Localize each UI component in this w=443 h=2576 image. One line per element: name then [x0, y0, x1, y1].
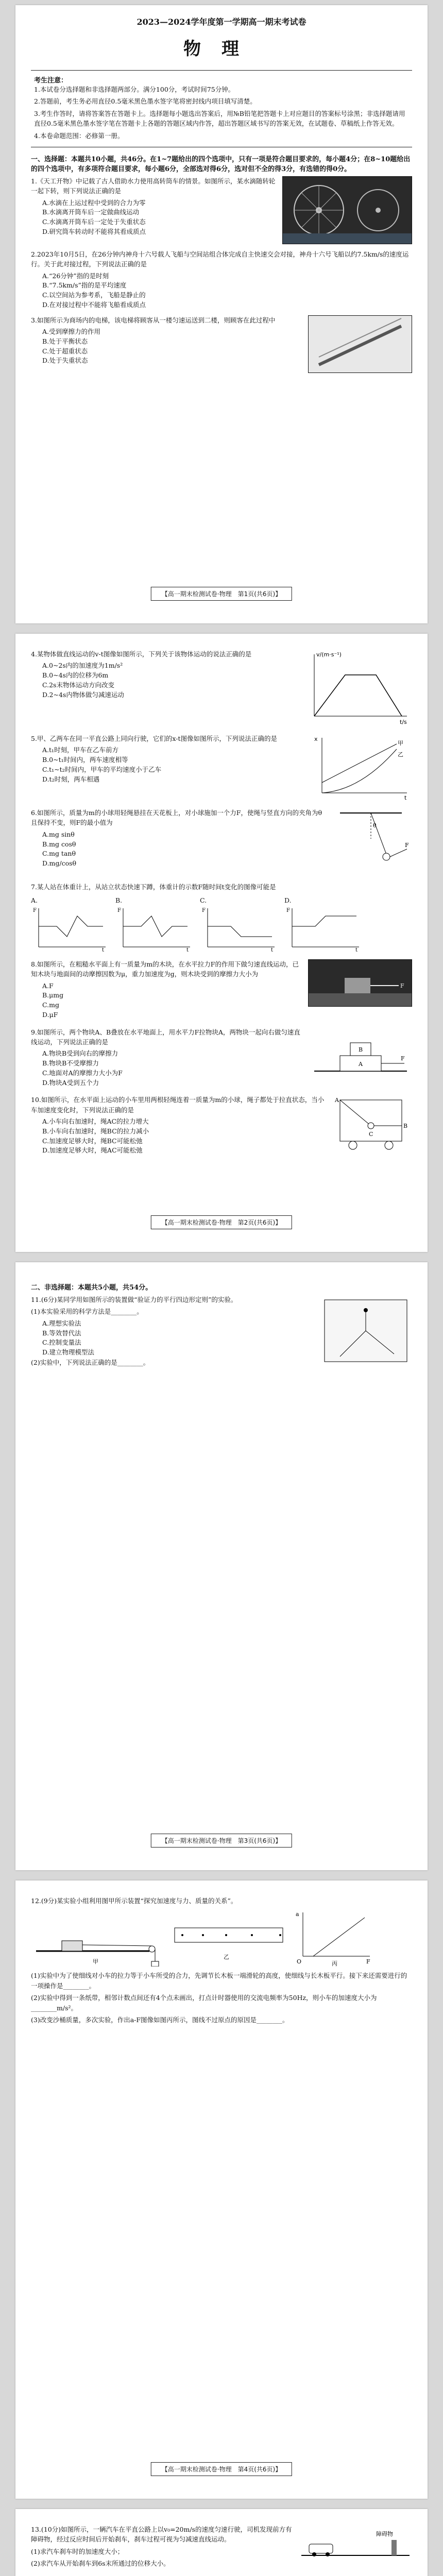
q12-figures — [31, 1910, 412, 1967]
q7-graph-a — [31, 906, 108, 952]
q7-option-a-label: A. — [31, 896, 38, 905]
q5-xt-graph — [309, 734, 412, 801]
q1-figure-waterwheel — [282, 176, 412, 244]
q9-figure — [309, 1027, 412, 1079]
q6-angle-label: θ — [373, 822, 377, 829]
q11-option-d: D.建立物理模型法 — [42, 1348, 95, 1356]
exam-notice — [31, 70, 412, 147]
q12-bing-label: 丙 — [332, 1960, 337, 1967]
q7-option-c-label: C. — [200, 896, 207, 905]
q5-option-a: A.t₁时刻，甲车在乙车前方 — [42, 746, 119, 754]
page-footer: 【高一期末检测试卷·物理 第4页(共6页)】 — [151, 2462, 292, 2476]
q13-part: (1)求汽车刹车时的加速度大小； — [31, 2547, 124, 2555]
q9-option-b: B.物块B不受摩擦力 — [42, 1059, 99, 1067]
xt-graph — [309, 734, 412, 801]
q7-option-b-label: B. — [115, 896, 123, 905]
q5-stem: 5.甲、乙两车在同一平直公路上同向行驶，它们的x-t图像如图所示，下列说法正确的是 — [31, 735, 278, 742]
q4-vt-graph — [299, 649, 412, 726]
cart-ball-diagram — [330, 1095, 412, 1151]
q3-figure-escalator — [308, 315, 412, 373]
q8-force-label: F — [400, 982, 404, 989]
notice-title: 考生注意： — [34, 77, 68, 84]
q7-option-a — [31, 895, 108, 952]
q13-figure — [299, 2524, 412, 2566]
q11-part: (1)本实验采用的科学方法是________。 — [31, 1308, 143, 1316]
q2-option-b: B.“7.5km/s”指的是平均速度 — [42, 281, 127, 290]
question-4 — [31, 649, 412, 726]
vt-graph — [299, 649, 412, 726]
paper-tape — [172, 1910, 285, 1967]
q5-taxis-label: t — [404, 794, 407, 801]
q6-figure — [330, 808, 412, 875]
q3-stem: 3.如图所示为商场内的电梯，该电梯将顾客从一楼匀速运送到二楼，则顾客在此过程中 — [31, 316, 276, 324]
q12-figure-jia — [31, 1910, 165, 1967]
q5-option-b: B.0~t₁时间内，两车速度相等 — [42, 756, 128, 764]
notice-item: 4.本卷命题范围：必修第一册。 — [34, 131, 124, 140]
q5-option-d: D.t₂时刻，两车相遇 — [42, 775, 100, 783]
q6-stem: 6.如图所示，质量为m的小球用轻绳悬挂在天花板上，对小球施加一个力F，使绳与竖直方向的夹角为θ且保持不变，则F的最小值为 — [31, 809, 322, 827]
q11-option-b: B.等效替代法 — [42, 1329, 81, 1337]
q6-option-d: D.mg/cosθ — [42, 859, 77, 867]
q11-figure — [319, 1295, 412, 1367]
q7-graph-b — [115, 906, 193, 952]
q7-option-d-label: D. — [284, 896, 292, 905]
hanging-ball-diagram — [330, 808, 412, 875]
a-F-graph — [293, 1910, 375, 1967]
waterwheel-image — [283, 177, 412, 244]
q4-option-a: A.0~2s内的加速度为1m/s² — [42, 662, 123, 670]
exam-page-2 — [15, 634, 428, 1252]
notice-item: 2.答题前，考生务必用直径0.5毫米黑色墨水签字笔将密封线内项目填写清楚。 — [34, 97, 257, 106]
q7-option-c — [200, 895, 277, 952]
q8-option-b: B.μmg — [42, 991, 64, 999]
q7-stem: 7.某人站在体重计上，从站立状态快速下蹲，体重计的示数F随时间t变化的图像可能是 — [31, 883, 276, 891]
q8-option-a: A.F — [42, 981, 54, 990]
question-11 — [31, 1295, 412, 1369]
page-footer: 【高一期末检测试卷·物理 第2页(共6页)】 — [151, 1215, 292, 1229]
q10-option-d: D.加速度足够大时，绳AC可能松弛 — [42, 1146, 143, 1155]
q6-force-label: F — [405, 842, 409, 849]
q4-option-d: D.2~4s内物体做匀减速运动 — [42, 690, 124, 699]
question-6 — [31, 808, 412, 875]
q12-graph-a-label: a — [296, 1911, 299, 1918]
exam-header: 2023—2024学年度第一学期高一期末考试卷 — [137, 17, 306, 27]
q12-stem: 12.(9分)某实验小组利用图甲所示装置“探究加速度与力、质量的关系”。 — [31, 1897, 237, 1905]
section-nonchoice-heading: 二、非选择题：本题共5小题，共54分。 — [31, 1284, 152, 1292]
q7-graph-a-F: F — [33, 907, 37, 913]
q5-option-c: C.t₁~t₂时间内，甲车的平均速度小于乙车 — [42, 765, 162, 773]
q7-graph-d-t: t — [355, 947, 358, 952]
q5-yi-label: 乙 — [398, 751, 403, 758]
question-2 — [31, 249, 412, 310]
stacked-blocks-diagram — [309, 1027, 412, 1079]
section-choice-heading: 一、选择题：本题共10小题，共46分。在1~7题给出的四个选项中，只有一项是符合题目要求的，每小题4分；在8~10题给出的四个选项中，有多项符合题目要求，每小题6分，全部选对得6分，选对但不全的得3分，有选错的得0分。 — [31, 155, 411, 173]
q1-option-a: A.水滴在上运过程中受到的合力为零 — [42, 198, 146, 207]
question-12 — [31, 1896, 412, 2025]
question-3 — [31, 315, 412, 373]
q7-option-d — [284, 895, 362, 952]
q10-label-a: A — [335, 1097, 339, 1104]
car-obstacle-diagram — [299, 2524, 412, 2566]
q3-option-a: A.受到摩擦力的作用 — [42, 328, 101, 335]
q12-part: (1)实验中为了使细线对小车的拉力等于小车所受的合力，先调节长木板一端滑轮的高度，使细线与长木板平行。接下来还需要进行的一项操作是________。 — [31, 1972, 407, 1990]
q6-option-a: A.mg sinθ — [42, 830, 75, 838]
q12-figure-yi — [172, 1910, 285, 1967]
q7-option-b — [115, 895, 193, 952]
q10-stem: 10.如图所示，在水平面上运动的小车里用两根轻绳连着一质量为m的小球，绳子都处于拉直状态，当小车加速度变化时，下列说法正确的是 — [31, 1096, 325, 1114]
q13-obstacle-label: 障碍物 — [376, 2531, 393, 2537]
q8-stem: 8.如图所示，在粗糙水平面上有一质量为m的木块，在水平拉力F的作用下做匀速直线运动，已知木块与地面间的动摩擦因数为μ，重力加速度为g，则木块受到的摩擦力大小为 — [31, 960, 299, 978]
q13-part: (2)求汽车从开始刹车到6s末所通过的位移大小。 — [31, 2560, 170, 2568]
q4-option-c: C.2s末物体运动方向改变 — [42, 681, 114, 689]
q8-option-c: C.mg — [42, 1001, 59, 1009]
q11-part: (2)实验中，下列说法正确的是________。 — [31, 1358, 150, 1366]
q5-xaxis-label: x — [314, 736, 318, 742]
q2-option-d: D.在对接过程中不能将飞船看成质点 — [42, 300, 146, 309]
question-13 — [31, 2524, 412, 2571]
q9-label-b: B — [359, 1046, 363, 1053]
cart-track-setup — [31, 1910, 165, 1967]
q8-photo — [308, 959, 412, 1007]
q2-stem: 2.2023年10月5日，在26分钟内神舟十六号载人飞船与空间站组合体完成自主快速交会对接，神舟十六号飞船以约7.5km/s的速度运行。关于此对接过程，下列说法正确的是 — [31, 250, 409, 268]
q10-label-c: C — [369, 1131, 373, 1138]
q12-yi-label: 乙 — [224, 1954, 229, 1961]
q7-graph-c — [200, 906, 277, 952]
q9-force-label: F — [401, 1055, 405, 1062]
question-10 — [31, 1095, 412, 1156]
q7-graph-d — [284, 906, 362, 952]
question-9 — [31, 1027, 412, 1088]
q7-graph-b-F: F — [117, 907, 121, 913]
question-1 — [31, 176, 412, 244]
q12-graph-F-label: F — [366, 1958, 370, 1965]
escalator-image — [309, 316, 412, 372]
q7-graph-c-t: t — [271, 947, 274, 952]
q10-option-b: B.小车向右加速时，绳BC的拉力减小 — [42, 1127, 149, 1135]
q1-stem: 1.《天工开物》中记载了古人借助水力使用高转筒车的情景。如图所示，某水滴随转轮一起下转，则下列说法正确的是 — [31, 177, 276, 195]
q2-option-a: A.“26分钟”指的是时刻 — [42, 272, 109, 280]
q1-option-c: C.水滴离开筒车后一定处于失重状态 — [42, 218, 146, 226]
q10-option-a: A.小车向右加速时，绳AC的拉力增大 — [42, 1117, 149, 1125]
q4-taxis-label: t/s — [400, 719, 407, 725]
q7-option-graphs — [31, 895, 412, 952]
q12-part: (3)改变沙桶质量，多次实验，作出a-F图像如图丙所示，图线不过原点的原因是________。 — [31, 2015, 289, 2024]
q8-block-image — [309, 960, 412, 1006]
q3-option-b: B.处于平衡状态 — [42, 337, 88, 345]
exam-page-1 — [15, 5, 428, 623]
q12-jia-label: 甲 — [93, 1958, 98, 1965]
q3-option-c: C.处于超重状态 — [42, 347, 88, 355]
q7-graph-d-F: F — [286, 907, 290, 913]
page-footer: 【高一期末检测试卷·物理 第1页(共6页)】 — [151, 587, 292, 601]
q4-stem: 4.某物体做直线运动的v-t图像如图所示，下列关于该物体运动的说法正确的是 — [31, 650, 252, 658]
notice-item: 1.本试卷分选择题和非选择题两部分。满分100分，考试时间75分钟。 — [34, 86, 235, 93]
question-8 — [31, 959, 412, 1020]
q8-option-d: D.μF — [42, 1010, 58, 1019]
q7-graph-b-t: t — [186, 947, 189, 952]
q1-option-d: D.研究筒车转动时不能将其看成质点 — [42, 227, 146, 235]
q6-option-c: C.mg tanθ — [42, 850, 76, 858]
q10-option-c: C.加速度足够大时，绳BC可能松弛 — [42, 1137, 143, 1145]
exam-page-5 — [15, 2509, 428, 2576]
q2-option-c: C.以空间站为参考系，飞船是静止的 — [42, 291, 146, 299]
q12-part: (2)实验中得到一条纸带，相邻计数点间还有4个点未画出，打点计时器使用的交流电频率为50Hz，则小车的加速度大小为________m/s²。 — [31, 1994, 377, 2012]
force-parallelogram-setup — [319, 1295, 412, 1367]
q10-figure — [330, 1095, 412, 1151]
notice-item: 3.考生作答时，请将答案答在答题卡上。选择题每小题选出答案后，用№B铅笔把答题卡上对应题目的答案标号涂黑；非选择题请用直径0.5毫米黑色墨水签字笔在答题卡上各题的答题区域内作答，超出答题区域书写的答案无效，在试题卷、草稿纸上作答无效。 — [34, 109, 405, 128]
q4-option-b: B.0~4s内的位移为6m — [42, 671, 109, 680]
q11-option-a: A.理想实验法 — [42, 1319, 81, 1327]
q3-option-d: D.处于失重状态 — [42, 357, 88, 365]
q11-option-c: C.控制变量法 — [42, 1338, 81, 1347]
q5-jia-label: 甲 — [398, 740, 403, 747]
q7-graph-a-t: t — [102, 947, 105, 952]
q11-stem: 11.(6分)某同学用如图所示的装置做“验证力的平行四边形定则”的实验。 — [31, 1296, 237, 1303]
question-5 — [31, 734, 412, 801]
q1-option-b: B.水滴离开筒车后一定做曲线运动 — [42, 208, 140, 216]
q4-vaxis-label: v/(m·s⁻¹) — [316, 651, 342, 658]
exam-page-4 — [15, 1880, 428, 2499]
q10-label-b: B — [403, 1123, 408, 1130]
exam-page-3 — [15, 1262, 428, 1870]
q13-stem: 13.(10分)如图所示，一辆汽车在平直公路上以v₀=20m/s的速度匀速行驶，司机发现前方有障碍物，经过反应时间后开始刹车，刹车过程可视为匀减速直线运动。 — [31, 2526, 292, 2544]
exam-subject: 物理 — [183, 39, 260, 59]
q12-graph-origin: O — [297, 1958, 302, 1965]
q9-option-a: A.物块B受到向右的摩擦力 — [42, 1049, 118, 1058]
q9-stem: 9.如图所示，两个物块A、B叠放在水平地面上，用水平力F拉物块A，两物块一起向右做匀速直线运动，下列说法正确的是 — [31, 1028, 300, 1046]
q9-label-a: A — [359, 1060, 363, 1067]
q6-option-b: B.mg cosθ — [42, 840, 76, 848]
q7-graph-c-F: F — [202, 907, 206, 913]
q9-option-d: D.物块A受到五个力 — [42, 1078, 99, 1087]
question-7 — [31, 882, 412, 952]
page-footer: 【高一期末检测试卷·物理 第3页(共6页)】 — [151, 1834, 292, 1848]
q9-option-c: C.地面对A的摩擦力大小为F — [42, 1069, 123, 1077]
q12-figure-bing — [293, 1910, 375, 1967]
